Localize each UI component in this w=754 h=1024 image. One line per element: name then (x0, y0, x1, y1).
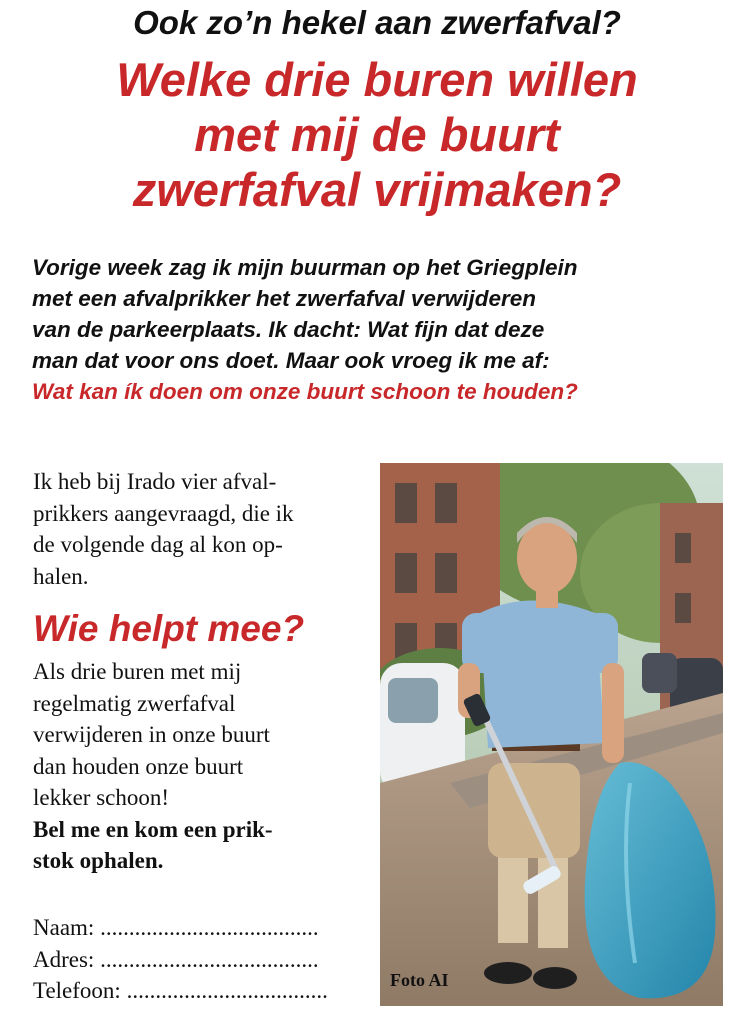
form-label: Naam: (33, 915, 95, 940)
intro-line: van de parkeerplaats. Ik dacht: Wat fijn dat deze (32, 317, 545, 342)
intro-line: Vorige week zag ik mijn buurman op het Griegplein (32, 255, 578, 280)
form-dotted-line[interactable]: ................................... (126, 978, 328, 1003)
form-dotted-line[interactable]: ...................................... (100, 915, 319, 940)
paragraph-line: halen. (33, 563, 89, 589)
form-row-adres[interactable] (33, 944, 353, 976)
photo-illustration (380, 463, 723, 1006)
form-row-naam[interactable] (33, 912, 353, 944)
form-dotted-line[interactable]: ...................................... (100, 946, 319, 972)
contact-form (33, 912, 353, 1007)
form-row-telefoon[interactable] (33, 975, 353, 1007)
paragraph-line: de volgende dag al kon op- (33, 532, 283, 557)
headline-line: met mij de buurt (194, 108, 560, 161)
photo-man-picking-litter (380, 463, 723, 1006)
paragraph-line: Als drie buren met mij (33, 659, 242, 684)
paragraph-line: dan houden onze buurt (33, 753, 244, 779)
paragraph-line: Ik heb bij Irado vier afval- (33, 469, 277, 494)
paragraph-line: verwijderen in onze buurt (33, 722, 270, 747)
headline-line: Welke drie buren willen (116, 53, 638, 106)
headline-line: zwerfafval vrijmaken? (132, 163, 622, 216)
call-to-action-line: stok ophalen. (33, 848, 164, 873)
paragraph-line: regelmatig zwerfafval (33, 690, 236, 716)
intro-line: met een afvalprikker het zwerfafval verwijderen (32, 286, 536, 311)
paragraph-afvalprikkers (33, 466, 363, 592)
intro-line: man dat voor ons doet. Maar ook vroeg ik me af: (32, 348, 550, 373)
paragraph-line: prikkers aangevraagd, die ik (33, 500, 294, 526)
subtitle: Ook zo’n hekel aan zwerfafval? (133, 4, 621, 41)
paragraph-help (33, 656, 363, 877)
help-heading: Wie helpt mee? (33, 608, 305, 649)
call-to-action-line: Bel me en kom een prik- (33, 816, 273, 842)
form-label: Telefoon: (33, 978, 121, 1003)
paragraph-line: lekker schoon! (33, 785, 170, 810)
form-label: Adres: (33, 946, 95, 972)
intro-paragraph (32, 252, 732, 407)
intro-question: Wat kan ík doen om onze buurt schoon te houden? (32, 379, 578, 404)
photo-credit: Foto AI (390, 970, 449, 990)
headline (0, 52, 754, 217)
